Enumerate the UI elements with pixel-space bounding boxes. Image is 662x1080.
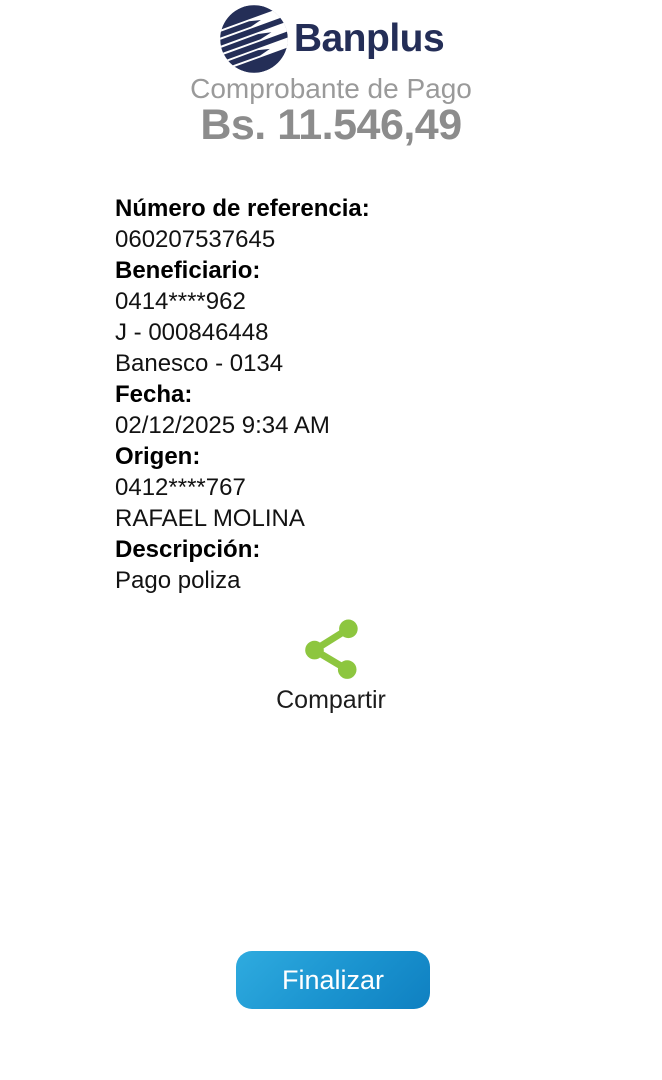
detail-value-origin-phone: 0412****767	[115, 474, 246, 501]
detail-value-beneficiary-phone: 0414****962	[115, 288, 246, 315]
receipt-title: Comprobante de Pago	[190, 73, 472, 104]
share-label: Compartir	[276, 686, 386, 714]
detail-label-reference: Número de referencia:	[115, 195, 370, 222]
detail-value-beneficiary-bank: Banesco - 0134	[115, 350, 284, 377]
share-button[interactable]	[0, 611, 662, 715]
banplus-logo-icon	[218, 2, 290, 76]
detail-value-origin-name: RAFAEL MOLINA	[115, 505, 305, 532]
receipt-details	[115, 193, 622, 596]
brand-header	[0, 2, 662, 76]
detail-label-description: Descripción:	[115, 536, 261, 563]
detail-label-origin: Origen:	[115, 443, 201, 470]
detail-value-date: 02/12/2025 9:34 AM	[115, 412, 330, 439]
detail-value-reference: 060207537645	[115, 226, 276, 253]
brand-wordmark: Banplus	[293, 17, 445, 60]
detail-label-beneficiary: Beneficiario:	[115, 257, 261, 284]
share-icon	[295, 611, 367, 685]
finalize-button[interactable]: Finalizar	[236, 951, 430, 1009]
detail-label-date: Fecha:	[115, 381, 193, 408]
payment-amount: Bs. 11.546,49	[200, 101, 462, 149]
detail-value-beneficiary-id: J - 000846448	[115, 319, 269, 346]
detail-value-description: Pago poliza	[115, 567, 241, 594]
